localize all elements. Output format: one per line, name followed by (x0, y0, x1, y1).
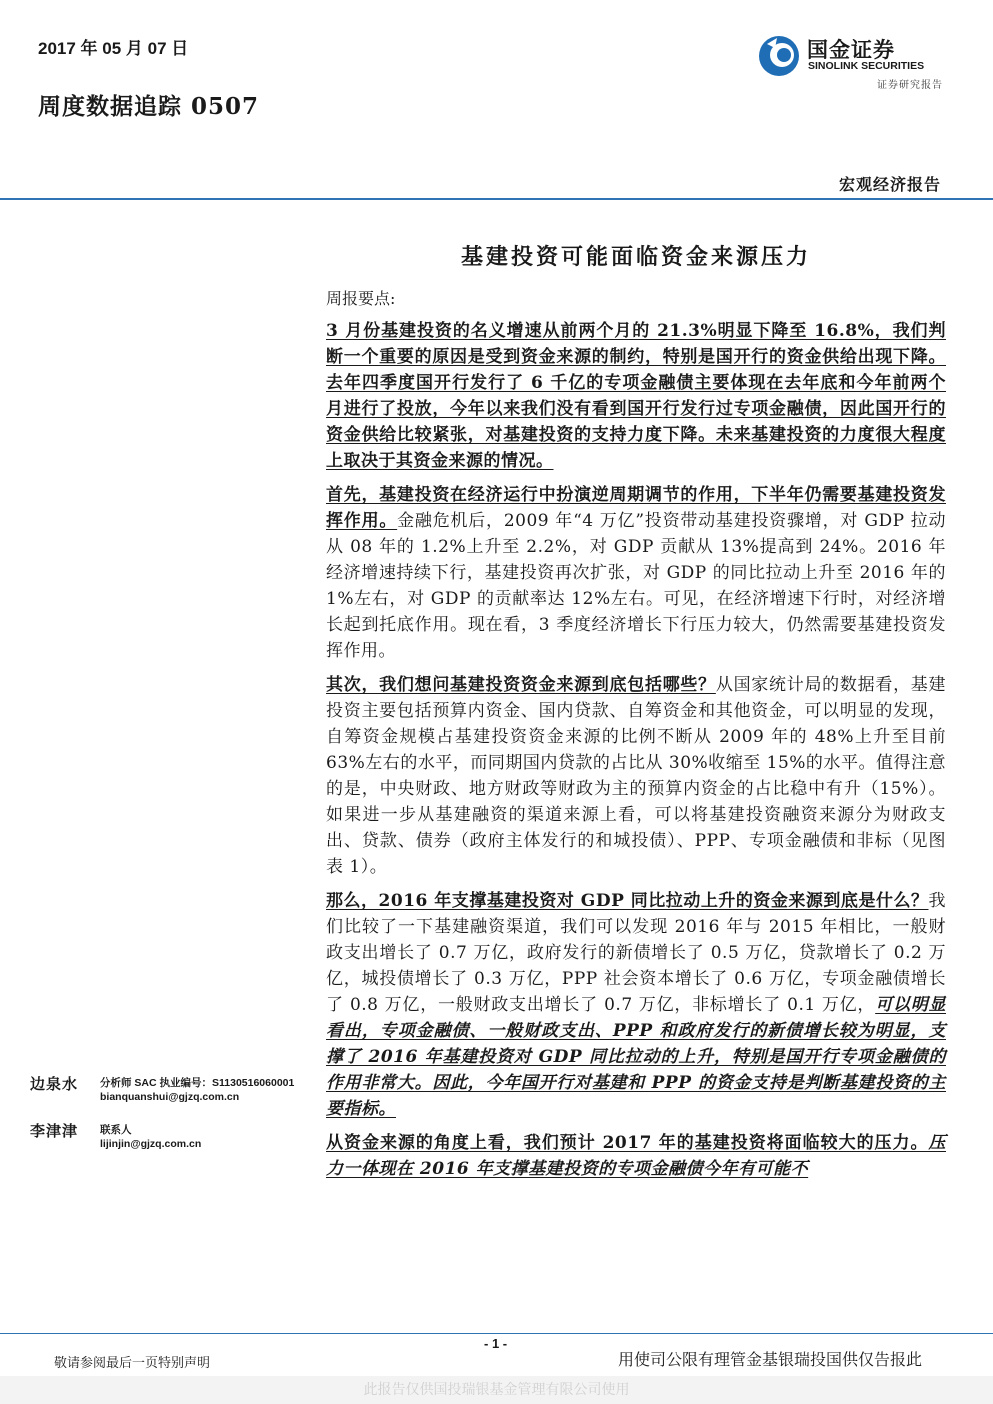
analyst-name: 边泉水 (30, 1075, 79, 1093)
paragraph-1 (326, 318, 946, 474)
contact-email[interactable]: lijinjin@gjzq.com.cn (100, 1138, 202, 1150)
paragraph-1-text: 3 月份基建投资的名义增速从前两个月的 21.3%明显下降至 16.8%，我们判断一个重要的原因是受到资金来源的制约，特别是国开行的资金供给出现下降。去年四季度国开行发行了 6 千亿的专项金融债主要体现在去年底和今年前两个月进行了投放，今年以来我们没有看到国开行发行过专项金融债，因此国开行的资金供给比较紧张，对基建投资的支持力度下降。未来基建投资的力度很大程度上取决于其资金来源的情况。 (326, 321, 946, 471)
logo-name-cn: 国金证券 (807, 38, 895, 62)
contact-info (100, 1123, 201, 1151)
report-date: 2017 年 05 月 07 日 (38, 39, 189, 58)
paragraph-4 (326, 888, 946, 1122)
paragraph-2-text: 金融危机后，2009 年“4 万亿”投资带动基建投资骤增，对 GDP 拉动从 08 年的 1.2%上升至 2.2%，对 GDP 贡献从 13%提高到 24%。2016 年经济增速持续下行，基建投资再次扩张，对 GDP 的同比拉动上升至 2016 年的 1%左右，对 GDP 的贡献率达 12%左右。可见，在经济增速下行时，对经济增长起到托底作用。现在看，3 季度经济增长下行压力较大，仍然需要基建投资发挥作用。 (326, 511, 946, 661)
paragraph-4-lead: 那么，2016 年支撑基建投资对 GDP 同比拉动上升的资金来源到底是什么？ (326, 891, 929, 911)
paragraph-4-conclusion: 可以明显看出，专项金融债、一般财政支出、PPP 和政府发行的新债增长较为明显，支撑了 2016 年基建投资对 GDP 同比拉动的上升，特别是国开行专项金融债的作用非常大。因此，今年国开行对基建和 PPP 的资金支持是判断基建投资的主要指标。 (326, 995, 947, 1119)
sinolink-logo-icon (757, 34, 801, 78)
analyst-role: 分析师 SAC 执业编号：S1130516060001 (100, 1077, 295, 1089)
article-headline: 基建投资可能面临资金来源压力 (460, 244, 811, 270)
logo-subtitle: 证券研究报告 (877, 80, 943, 91)
paragraph-3-text: 从国家统计局的数据看，基建投资主要包括预算内资金、国内贷款、自筹资金和其他资金，可以明显的发现，自筹资金规模占基建投资资金来源的比例不断从 2009 年的 48%上升至目前 63%左右的水平，而同期国内贷款的占比从 30%收缩至 15%的水平。值得注意的是，中央财政、地方财政等财政为主的预算内资金的占比稳中有升（15%）。如果进一步从基建融资的渠道来源上看，可以将基建投资融资来源分为财政支出、贷款、债券（政府主体发行的和城投债）、PPP、专项金融债和非标（见图表 1）。 (326, 675, 947, 877)
company-logo (757, 32, 947, 92)
footer-divider (0, 1333, 993, 1334)
article-body (326, 318, 946, 1190)
analyst-info (100, 1076, 294, 1104)
footer-mirrored-text: 用使司公限有理管金基银瑞投国供仅告报此 (618, 1350, 923, 1369)
paragraph-5 (326, 1130, 946, 1182)
report-title: 周度数据追踪 0507 (38, 93, 260, 120)
paragraph-2 (326, 482, 946, 664)
report-type: 宏观经济报告 (838, 175, 941, 194)
watermark: 此报告仅供国投瑞银基金管理有限公司使用 (0, 1376, 993, 1404)
analyst-email[interactable]: bianquanshui@gjzq.com.cn (100, 1091, 240, 1103)
paragraph-4-text: 我们比较了一下基建融资渠道，我们可以发现 2016 年与 2015 年相比，一般财政支出增长了 0.7 万亿，政府发行的新债增长了 0.5 万亿，贷款增长了 0.2 万亿，城投债增长了 0.3 万亿，PPP 社会资本增长了 0.6 万亿，专项金融债增长了 0.8 万亿，一般财政支出增长了 0.7 万亿，非标增长了 0.1 万亿， (326, 891, 946, 1015)
header-divider (0, 198, 993, 200)
contact-role: 联系人 (100, 1124, 132, 1136)
page-number: - 1 - (484, 1336, 508, 1351)
footer-disclaimer: 敬请参阅最后一页特别声明 (54, 1356, 211, 1371)
logo-name-en: SINOLINK SECURITIES (808, 60, 925, 72)
paragraph-5-lead: 从资金来源的角度上看，我们预计 2017 年的基建投资将面临较大的压力。 (326, 1133, 929, 1153)
paragraph-3 (326, 672, 946, 880)
key-points-label: 周报要点: (326, 289, 396, 308)
paragraph-2-lead: 首先，基建投资在经济运行中扮演逆周期调节的作用，下半年仍需要基建投资发挥作用。 (326, 485, 946, 531)
paragraph-3-lead: 其次，我们想问基建投资资金来源到底包括哪些？ (326, 675, 716, 695)
paragraph-5-text: 压力一体现在 2016 年支撑基建投资的专项金融债今年有可能不 (326, 1133, 946, 1179)
contact-name: 李津津 (30, 1122, 79, 1140)
